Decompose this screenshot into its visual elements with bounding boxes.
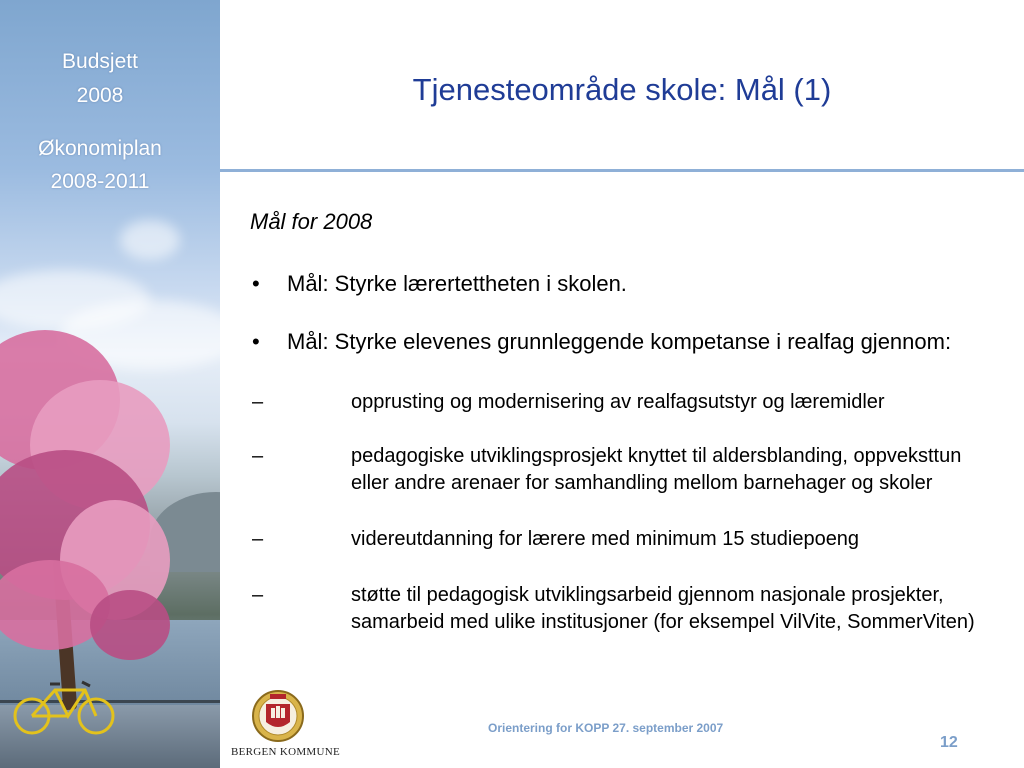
- sub-item-text: pedagogiske utviklingsprosjekt knyttet til aldersblanding, oppveksttun eller andre arenaer for samhandling mellom barnehager og skoler: [351, 445, 962, 494]
- subheading: Mål for 2008: [250, 209, 373, 234]
- dash-mark: –: [252, 528, 264, 550]
- bullet-text: Mål: Styrke elevenes grunnleggende kompetanse i realfag gjennom:: [287, 329, 952, 354]
- sub-item-text: videreutdanning for lærere med minimum 15 studiepoeng: [351, 528, 860, 550]
- logo-caption: BERGEN KOMMUNE: [231, 746, 341, 758]
- slide-title: Tjenesteområde skole: Mål (1): [412, 72, 832, 107]
- sidebar-line-year: 2008: [76, 84, 124, 107]
- page-number: 12: [940, 734, 958, 751]
- bullet-mark: •: [252, 271, 260, 296]
- header-divider: [220, 169, 1024, 172]
- cloud: [120, 220, 180, 260]
- dash-mark: –: [252, 584, 264, 606]
- sidebar-line-budsjett: Budsjett: [62, 50, 138, 73]
- bicycle-icon: [10, 676, 120, 738]
- sidebar-photo: [0, 0, 220, 768]
- blossom: [90, 590, 170, 660]
- sub-item-text: støtte til pedagogisk utviklingsarbeid gjennom nasjonale prosjekter, samarbeid med ulike institusjoner (for eksempel VilVite, SommerViten): [351, 584, 975, 633]
- bullet-text: Mål: Styrke lærertettheten i skolen.: [287, 271, 627, 296]
- sub-item-text: opprusting og modernisering av realfagsutstyr og læremidler: [351, 391, 885, 413]
- footer-text: Orientering for KOPP 27. september 2007: [488, 721, 724, 735]
- sidebar-line-period: 2008-2011: [50, 170, 150, 193]
- dash-mark: –: [252, 391, 264, 413]
- bullet-mark: •: [252, 329, 260, 354]
- dash-mark: –: [252, 445, 264, 467]
- sidebar-line-okonomiplan: Økonomiplan: [38, 137, 162, 160]
